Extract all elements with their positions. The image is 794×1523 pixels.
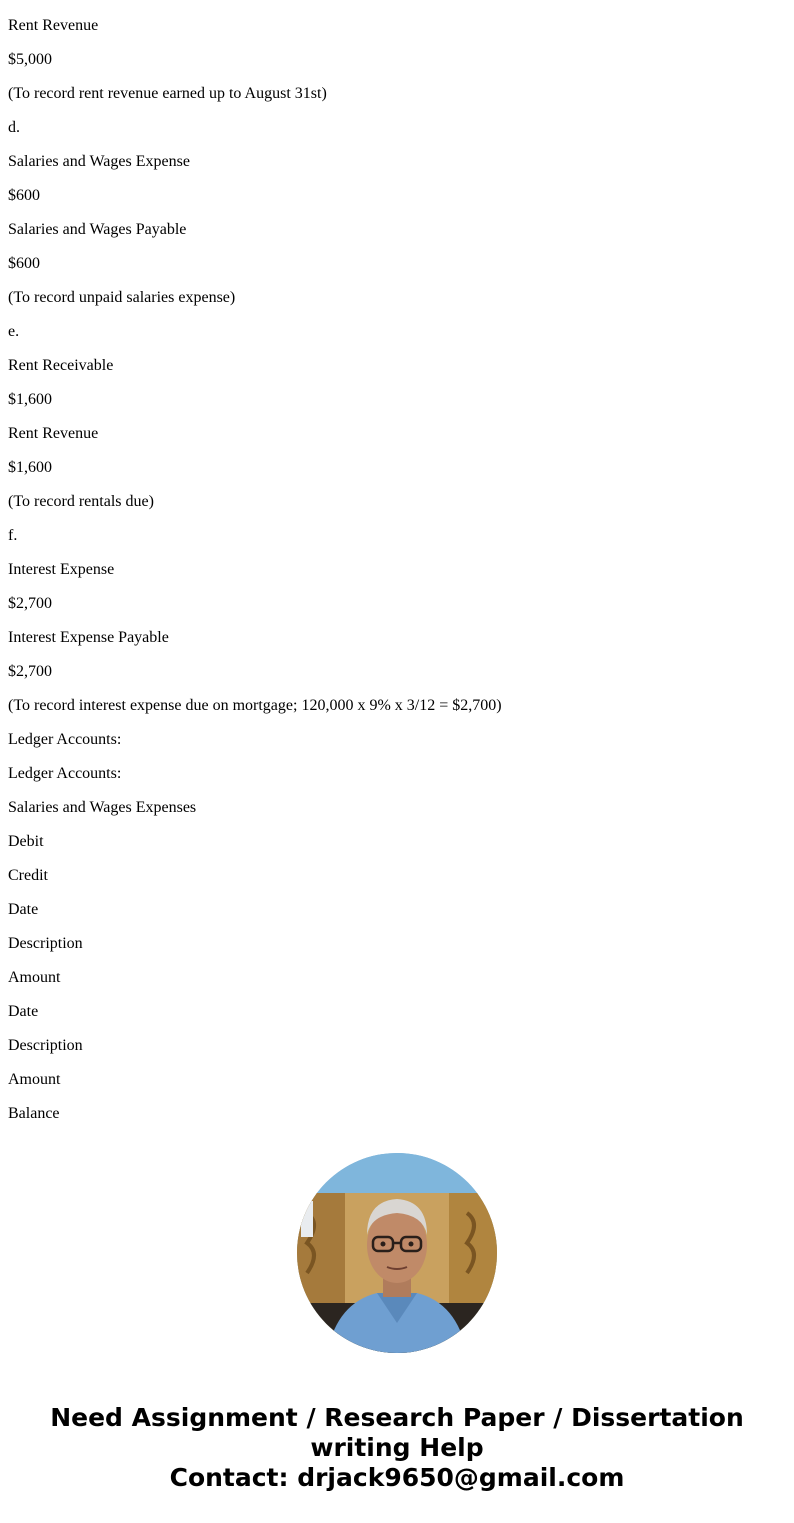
doc-line: $600 [8, 255, 40, 272]
doc-line: $5,000 [8, 51, 52, 68]
doc-line: Amount [8, 1071, 61, 1088]
doc-line: $1,600 [8, 391, 52, 408]
doc-line: Rent Receivable [8, 357, 114, 374]
doc-line: Salaries and Wages Expense [8, 153, 190, 170]
doc-line: Salaries and Wages Payable [8, 221, 187, 238]
doc-line: Date [8, 901, 39, 918]
doc-line: (To record unpaid salaries expense) [8, 289, 236, 306]
doc-line: f. [8, 527, 18, 544]
doc-line: Salaries and Wages Expenses [8, 799, 197, 816]
promo-line-1: Need Assignment / Research Paper / Dissertation [50, 1403, 744, 1432]
doc-line: Interest Expense Payable [8, 629, 169, 646]
doc-line: e. [8, 323, 20, 340]
doc-line: Description [8, 935, 83, 952]
doc-line: Credit [8, 867, 48, 884]
doc-line: Description [8, 1037, 83, 1054]
doc-line: Amount [8, 969, 61, 986]
promo-contact: Contact: drjack9650@gmail.com [169, 1463, 625, 1492]
doc-line: (To record interest expense due on mortgage; 120,000 x 9% x 3/12 = $2,700) [8, 697, 502, 714]
avatar [297, 1153, 497, 1353]
doc-line: (To record rent revenue earned up to August 31st) [8, 85, 327, 102]
document-content [8, 0, 794, 1123]
doc-line: Interest Expense [8, 561, 115, 578]
doc-line: Rent Revenue [8, 425, 99, 442]
doc-line: $1,600 [8, 459, 52, 476]
person-photo-icon [297, 1153, 497, 1353]
doc-line: d. [8, 119, 20, 136]
doc-line [8, 0, 794, 1]
doc-line: $2,700 [8, 595, 52, 612]
promo-message [20, 1403, 774, 1493]
promo-section [0, 1123, 794, 1523]
doc-line: Rent Revenue [8, 17, 99, 34]
promo-line-2: writing Help [310, 1433, 484, 1462]
doc-line: $2,700 [8, 663, 52, 680]
doc-line: $600 [8, 187, 40, 204]
doc-line: Balance [8, 1105, 60, 1122]
doc-line: Date [8, 1003, 39, 1020]
doc-line: Ledger Accounts: [8, 765, 122, 782]
doc-line: Ledger Accounts: [8, 731, 122, 748]
doc-line: Debit [8, 833, 44, 850]
doc-line: (To record rentals due) [8, 493, 154, 510]
